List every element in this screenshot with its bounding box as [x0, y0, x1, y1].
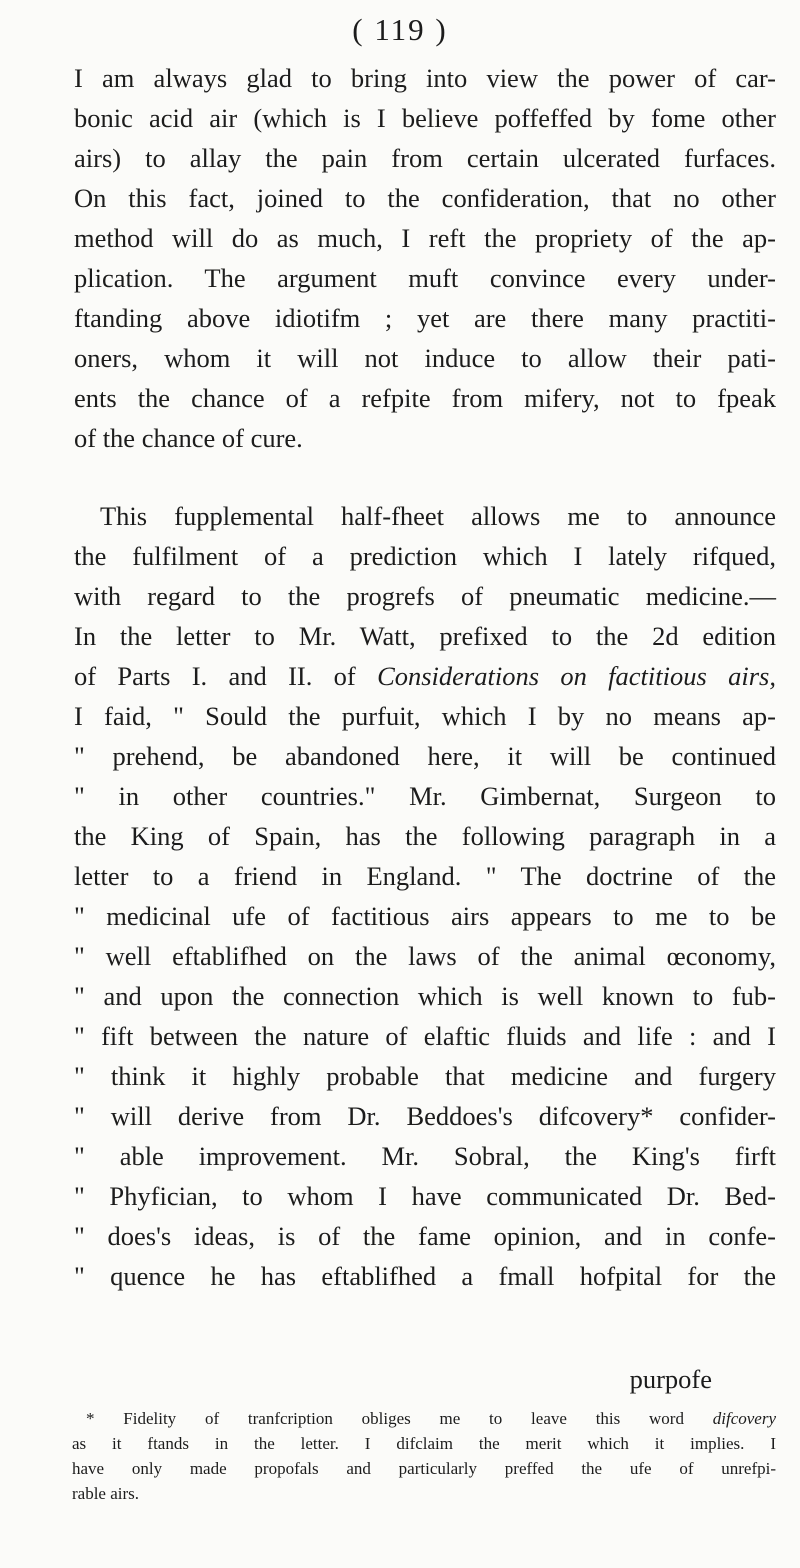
text-line: " medicinal ufe of factitious airs appears to me to be: [74, 901, 776, 931]
text-line: " prehend, be abandoned here, it will be continued: [74, 741, 776, 771]
text-line: I faid, " Sould the purfuit, which I by no means ap-: [74, 701, 776, 731]
text-line: method will do as much, I reft the propriety of the ap-: [74, 223, 776, 253]
footnote-line: as it ftands in the letter. I difclaim the merit which it implies. I: [72, 1434, 776, 1453]
paragraph-1: [74, 58, 776, 458]
page-number: ( 119 ): [352, 12, 448, 47]
text-line: " fift between the nature of elaftic fluids and life : and I: [74, 1021, 776, 1051]
text-line: " think it highly probable that medicine and furgery: [74, 1061, 776, 1091]
text-line: On this fact, joined to the confideration, that no other: [74, 183, 776, 213]
footnote-line: rable airs.: [72, 1484, 140, 1503]
paragraph-2: [74, 496, 776, 1296]
text-line: the fulfilment of a prediction which I lately rifqued,: [74, 541, 776, 571]
text-line: I am always glad to bring into view the power of car-: [74, 63, 776, 93]
text-line: plication. The argument muft convince every under-: [74, 263, 776, 293]
text-line: " quence he has eftablifhed a fmall hofpital for the: [74, 1261, 776, 1291]
text-line: " well eftablifhed on the laws of the animal œconomy,: [74, 941, 776, 971]
text-line: " in other countries." Mr. Gimbernat, Surgeon to: [74, 781, 776, 811]
text-line-start: of Parts I. and II. of: [74, 661, 378, 691]
text-line: the King of Spain, has the following paragraph in a: [74, 821, 776, 851]
text-line: with regard to the progrefs of pneumatic medicine.—: [74, 581, 776, 611]
text-line: " does's ideas, is of the fame opinion, and in confe-: [74, 1221, 776, 1251]
text-line: " and upon the connection which is well known to fub-: [74, 981, 776, 1011]
text-line: ftanding above idiotifm ; yet are there many practiti-: [74, 303, 776, 333]
footnote-line: have only made propofals and particularly preffed the ufe of unrefpi-: [72, 1459, 776, 1478]
footnote-text: * Fidelity of tranfcription obliges me to leave this word: [86, 1409, 713, 1428]
catchword: purpofe: [629, 1364, 712, 1394]
text-line: ents the chance of a refpite from mifery, not to fpeak: [74, 383, 776, 413]
text-line: airs) to allay the pain from certain ulcerated furfaces.: [74, 143, 776, 173]
text-line: In the letter to Mr. Watt, prefixed to the 2d edition: [74, 621, 776, 651]
footnote: [72, 1406, 776, 1506]
text-line: This fupplemental half-fheet allows me to announce: [100, 501, 776, 531]
text-line: letter to a friend in England. " The doctrine of the: [74, 861, 776, 891]
text-line: " Phyfician, to whom I have communicated Dr. Bed-: [74, 1181, 776, 1211]
text-line: of the chance of cure.: [74, 423, 303, 453]
footnote-italic-word: difcovery: [712, 1409, 776, 1428]
text-line: bonic acid air (which is I believe poffeffed by fome other: [74, 103, 776, 133]
text-line: " able improvement. Mr. Sobral, the King's firft: [74, 1141, 776, 1171]
footnote-line: [72, 1406, 776, 1431]
text-line: " will derive from Dr. Beddoes's difcovery* confider-: [74, 1101, 776, 1131]
text-line: [74, 656, 776, 696]
text-line: oners, whom it will not induce to allow their pati-: [74, 343, 776, 373]
italic-title: Considerations on factitious airs,: [377, 661, 776, 691]
